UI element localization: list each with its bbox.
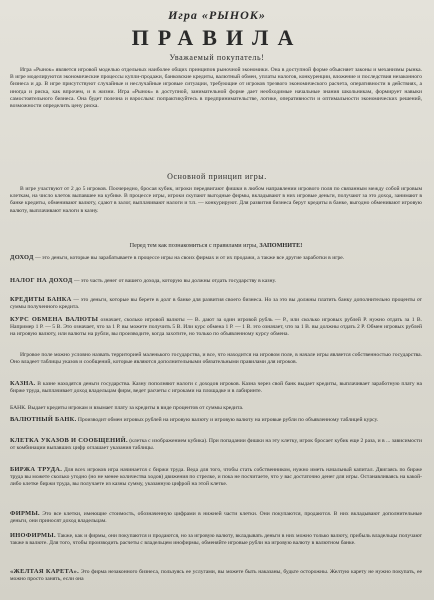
definition-item bbox=[10, 296, 422, 311]
principle-paragraph: В игре участвуют от 2 до 5 игроков. Поочередно, бросая кубик, игроки передвигают фишки в любом направлении игрового поля по связанным между собой игровым клеткам, на число клеток выпавшее на кубике. В процессе игры, игроки скупают выгодные фирмы, вкладывают в них игровые деньги, получают за это доход, занимают в банке кредиты, обменивают валюту, сдают в залог, выплачивают налоги и т.п. — конкурируют. Для развития бизнеса берут кредиты в банке, выгодно обменивают игровую валюту, выплачивают налоги в казну. bbox=[10, 186, 422, 214]
term: ВАЛЮТНЫЙ БАНК. bbox=[10, 416, 77, 423]
definition-item bbox=[10, 532, 422, 547]
term: ФИРМЫ. bbox=[10, 510, 40, 517]
principle-lead bbox=[10, 242, 422, 249]
term: ИНОФИРМЫ. bbox=[10, 532, 56, 539]
definition-text: Для всех игроков игра начинается с биржи труда. Веда для того, чтобы стать собственником, нужно иметь начальный капитал. Двигаясь по бирже труда вы можете сколько угодно (но не менее количества ходов) движения по стрелке, и пока не посчитаете, что у вас достаточно денег для игры. Останавливаясь на какой-либо клетке биржи труда, вы получаете из казны сумму, указанную цифрой на этой клетке. bbox=[10, 467, 422, 488]
definition-item bbox=[10, 254, 422, 262]
definition-item bbox=[10, 568, 422, 583]
game-title: Игра «РЫНОК» bbox=[168, 8, 266, 22]
definition-item bbox=[10, 466, 422, 489]
definition-text: — это деньги, которые вы берете в долг в банке для развития своего бизнеса. Но за это вы должны платить банку дополнительно проценты от суммы полученного кредита. bbox=[10, 297, 422, 311]
definition-text: — это часть денег от вашего дохода, которую вы должны отдать государству в казну. bbox=[72, 278, 277, 284]
term: «ЖЕЛТАЯ КАРЕТА». bbox=[10, 568, 80, 575]
definition-text: Это все клетки, имеющие стоимость, обозначенную цифрами в нижней части клетки. Они покупаются, продаются. В них вкладывают дополнительные деньги, они приносят доход владельцам. bbox=[10, 511, 422, 525]
definition-item bbox=[10, 510, 422, 525]
definition-text: Производит обмен игровых рублей на игровую валюту и игровую валюту на игровые рубли по объявленному таблицей курсу. bbox=[76, 417, 379, 423]
definition-text: — это деньги, которые вы зарабатываете в процессе игры на своих фирмах и от их продажи, а также все другие заработки в игре. bbox=[33, 255, 345, 261]
definition-text: означает, сколько игровой валюты — В. дают за один игровой рубль — Р., или сколько игровых рублей Р. нужно отдать за 1 В. Например 1 Р. — 5 В. Это означает, что за 1 Р. вы можете получить 5 В. Или курс обмена 1 Р. — 1 В. это означает, что за 1 В. вы должны отдать 2 Р. Обмен игровых рублей на игровую валюту, или валюты на рубли, вы производите, когда захотите, но только по объявленному курсу обмена. bbox=[10, 317, 422, 338]
term: КУРС ОБМЕНА ВАЛЮТЫ bbox=[10, 316, 99, 323]
principle-heading: Основной принцип игры. bbox=[167, 172, 267, 181]
definition-text: Также, как и фирмы, они покупаются и продаются, но за игровую валюту, вкладывать деньги в них можно только валюту, прибыль владельцы получают также в валюте. Для того, чтобы производить расчеты с владельцем инофирмы, обменяйте игровые рубли на игровую валюту в валютном банке. bbox=[10, 533, 422, 547]
definition-text: В казне находятся деньги государства. Казну пополняют налоги с доходов игроков. Казна через свой банк выдает кредиты, выплачивает заработную плату на бирже труда, выплачивает доход владельцам фирм, ведет расчеты с игроками на площадке и в лабиринте. bbox=[10, 381, 422, 395]
term: КРЕДИТЫ БАНКА bbox=[10, 296, 72, 303]
definition-text: Игровое поле можно условно назвать территорией маленького государства, и все, что находится на игровом поле, в начале игры является собственностью государства. Оно владеет таблицы указов и сообщений, которые являются дополнительными обязательными правилами для игроков. bbox=[10, 352, 422, 366]
definition-item bbox=[10, 316, 422, 339]
greeting: Уважаемый покупатель! bbox=[169, 53, 265, 62]
term: КАЗНА. bbox=[10, 380, 36, 387]
definition-item bbox=[10, 380, 422, 395]
lead-text: Перед тем как познакомиться с правилами игры, bbox=[129, 242, 258, 249]
term: ДОХОД bbox=[10, 254, 34, 261]
page-title: ПРАВИЛА bbox=[131, 25, 303, 50]
definition-item bbox=[10, 416, 422, 424]
lead-emphasis: ЗАПОМНИТЕ! bbox=[259, 242, 303, 249]
term: НАЛОГ НА ДОХОД bbox=[10, 277, 73, 284]
definition-text: БАНК. Выдает кредиты игрокам и взымает плату за кредиты в виде процентов от суммы кредита. bbox=[10, 405, 244, 411]
term: КЛЕТКА УКАЗОВ И СООБЩЕНИЙ. bbox=[10, 437, 128, 444]
term: БИРЖА ТРУДА. bbox=[10, 466, 63, 473]
definition-item bbox=[10, 404, 422, 412]
definition-item bbox=[10, 277, 422, 285]
definition-item bbox=[10, 351, 422, 366]
definition-item bbox=[10, 437, 422, 452]
definition-text: Это фирма незаконного бизнеса, пользуясь ее услугами, вы можете быть наказаны, будьте осторожны. Желтую карету не нужно покупать, ее можно просто занять, если она bbox=[10, 569, 422, 583]
intro-paragraph: Игра «Рынок» является игровой моделью отдельных наиболее общих принципов рыночной экономики. Она в доступной форме объясняет законы и механизмы рынка. В игре моделируются экономические процессы купли-продажи, банковские кредиты, валютный обмен, уплаты налогов, конкуренции, вложение и последствия незаконного бизнеса и др. В игре присутствуют случайные и неслучайные игровые ситуации, требующие от игроков трезвого экономического расчета, оперативности в действиях, а иногда и риска, как впрочем, и в жизни. Игра «Рынок» в доступной, занимательной форме дает необходимые начальные знания школьникам, формирует навыки самостоятельного бизнеса. Она будет полезна и взрослым: попрактикуйтесь в предпринимательстве, логике, оперативности и оптимальности экономических решений, возможности определить цену риска. bbox=[10, 67, 422, 110]
definition-text: (клетка с изображением кубика). При попадании фишки на эту клетку, игрок бросает кубик еще 2 раза, и в ... зависимости от комбинации выпавших цифр оглашает указания таблицы. bbox=[10, 438, 422, 452]
